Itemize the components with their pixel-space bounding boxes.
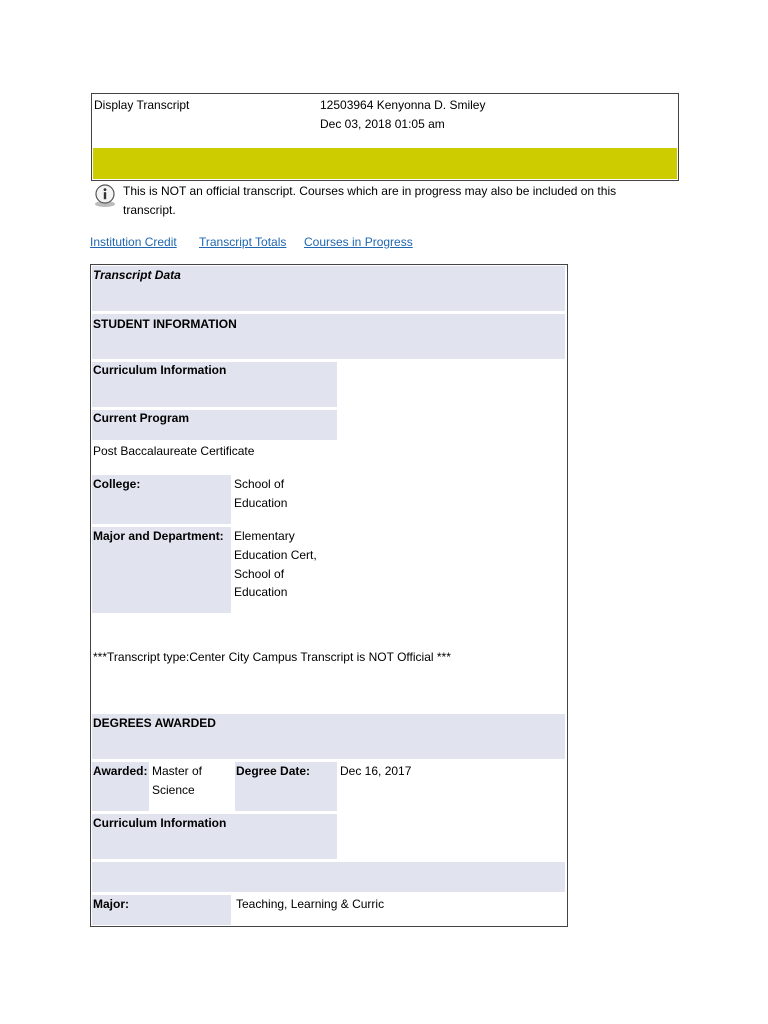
notice-line-1: This is NOT an official transcript. Courses which are in progress may also be included on this [123,184,617,198]
major-department-label: Major and Department: [93,529,224,543]
major-value-line-1: Elementary [234,529,295,543]
current-program-label: Current Program [93,411,190,425]
institution-credit-link[interactable]: Institution Credit [90,235,177,249]
curriculum-information-label: Curriculum Information [93,363,227,377]
major-value-line-4: Education [234,585,288,599]
major-label: Major: [93,897,129,911]
major-value: Teaching, Learning & Curric [236,897,385,911]
major-value-line-3: School of [234,567,285,581]
transcript-totals-link[interactable]: Transcript Totals [199,235,287,249]
spacer-cell [92,862,565,892]
awarded-label: Awarded: [93,764,148,778]
degrees-awarded-heading: DEGREES AWARDED [93,716,216,730]
notice-line-2: transcript. [123,203,176,217]
transcript-header [91,93,679,181]
transcript-data-table [90,264,568,927]
degree-date-label: Degree Date: [236,764,311,778]
awarded-value-line-1: Master of [152,764,203,778]
college-value-line-2: Education [234,496,288,510]
program-value: Post Baccalaureate Certificate [93,444,255,458]
transcript-type-note: ***Transcript type:Center City Campus Transcript is NOT Official *** [93,650,451,664]
degree-date-value: Dec 16, 2017 [340,764,412,778]
student-information-heading: STUDENT INFORMATION [93,317,237,331]
college-value-line-1: School of [234,477,285,491]
info-icon [93,184,117,208]
college-label: College: [93,477,141,491]
timestamp: Dec 03, 2018 01:05 am [320,117,445,131]
student-name: 12503964 Kenyonna D. Smiley [320,98,486,112]
curriculum-information-label-2: Curriculum Information [93,816,227,830]
transcript-data-heading: Transcript Data [93,268,181,282]
header-color-bar [93,148,677,179]
courses-in-progress-link[interactable]: Courses in Progress [304,235,413,249]
awarded-value-line-2: Science [152,783,195,797]
header-title: Display Transcript [94,98,190,112]
major-value-line-2: Education Cert, [234,548,317,562]
